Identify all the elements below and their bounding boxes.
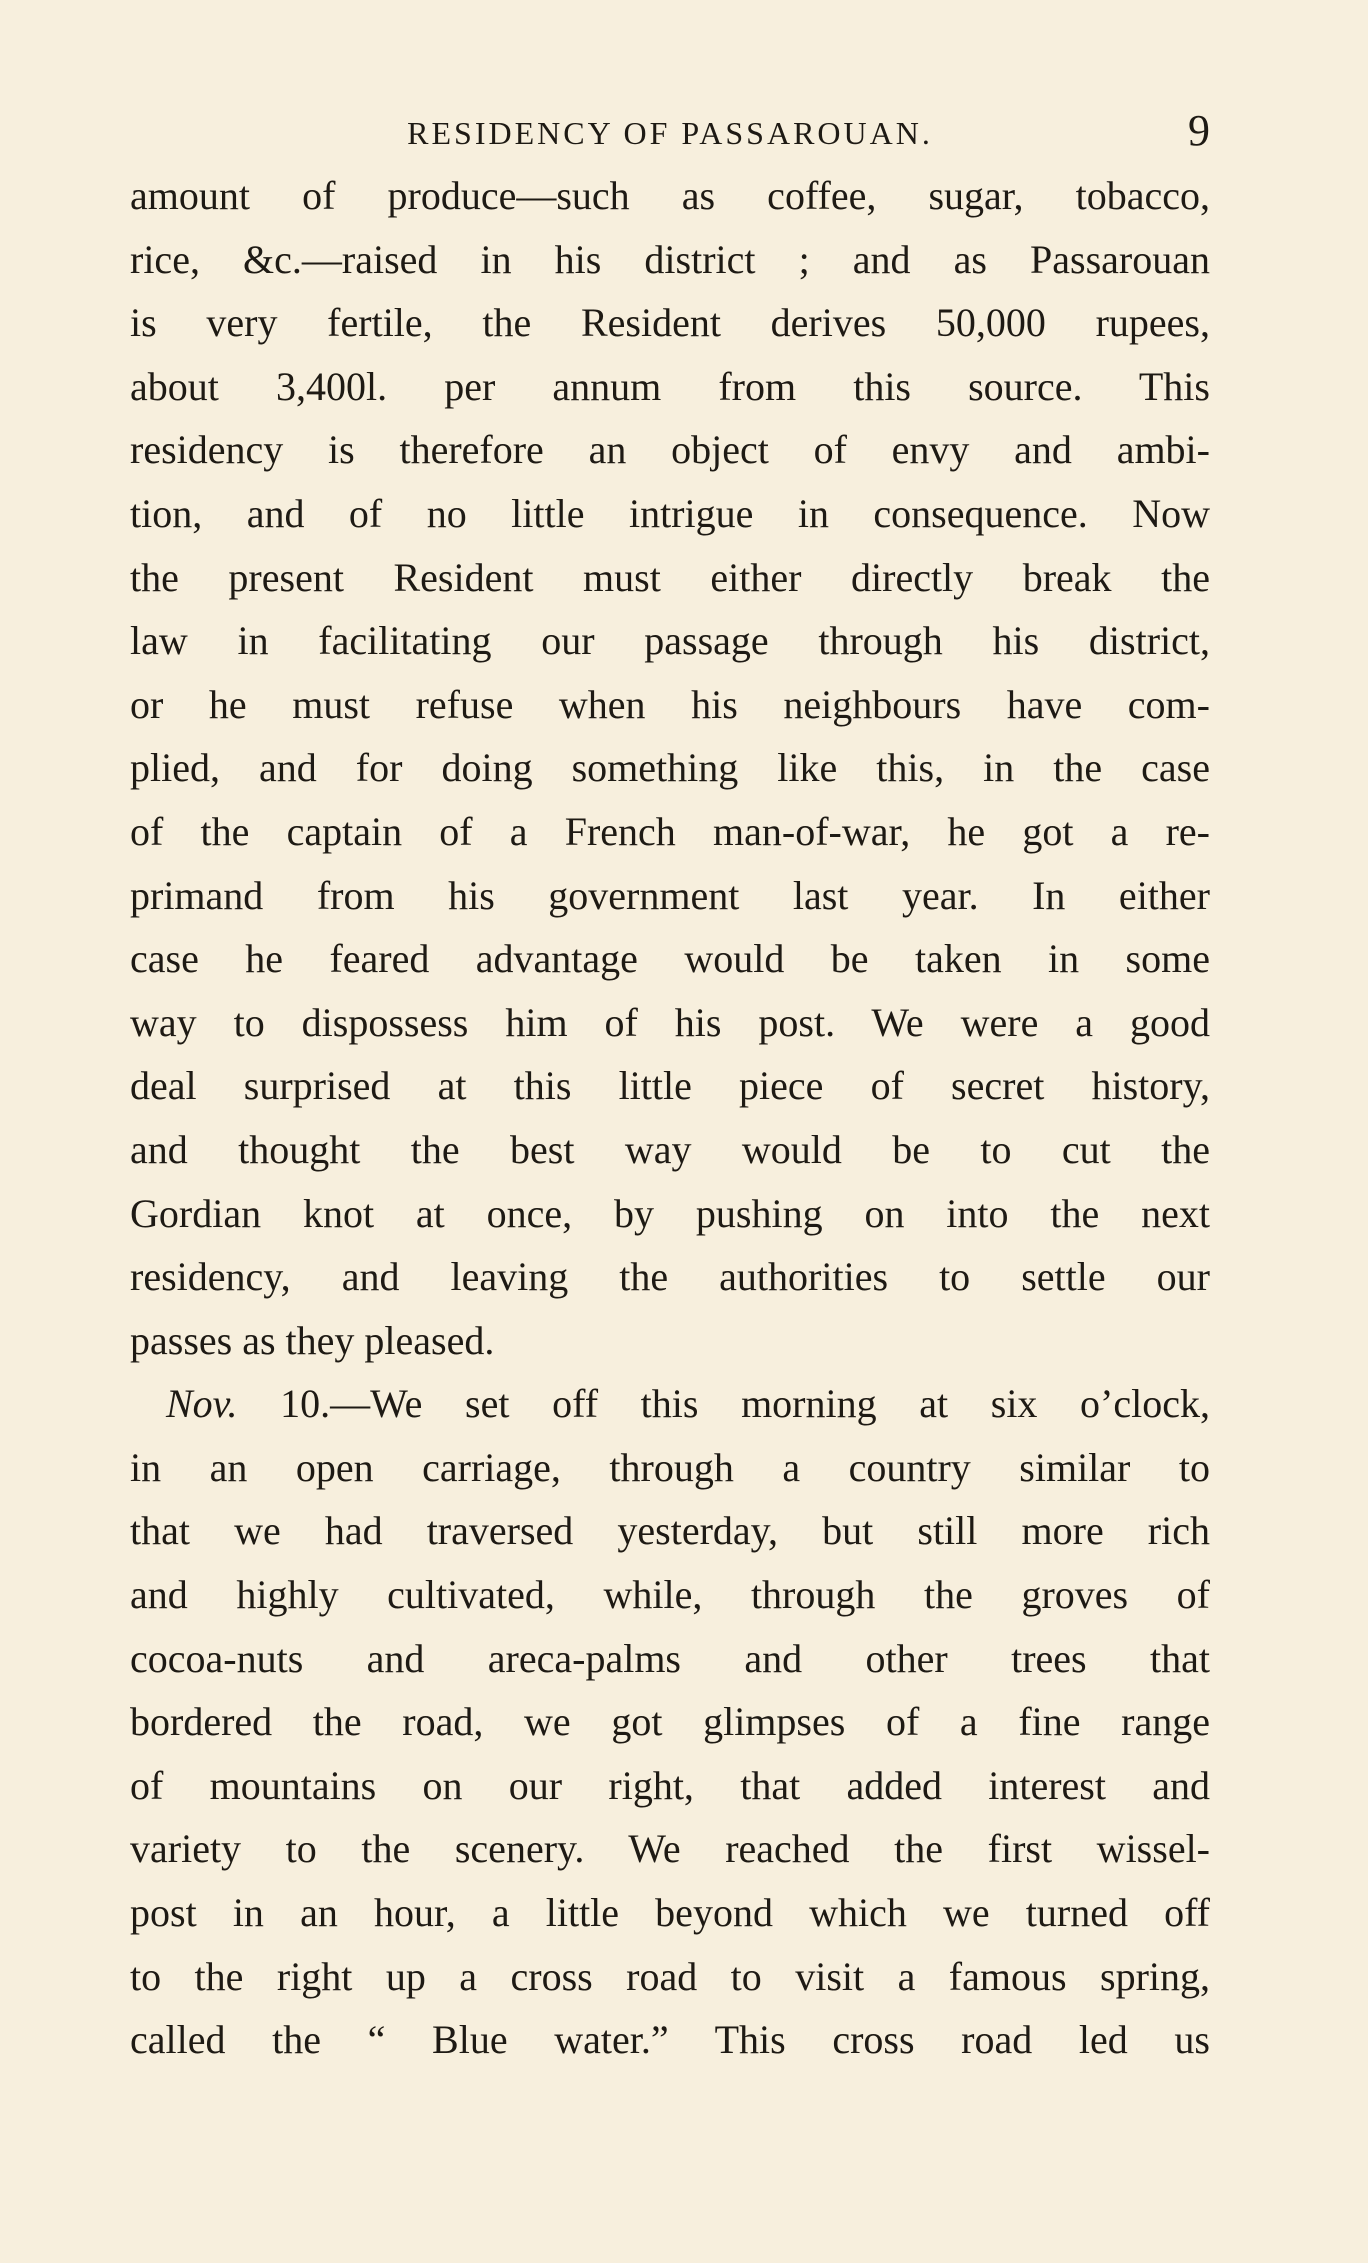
- dated-entry-line: [130, 1372, 1210, 1436]
- text-line: and thought the best way would be to cut the: [130, 1126, 1210, 1172]
- page-number: 9: [1188, 106, 1210, 155]
- body-text: [130, 164, 1210, 2072]
- text-line: law in facilitating our passage through his district,: [130, 618, 1210, 664]
- text-line: is very fertile, the Resident derives 50,000 rupees,: [130, 300, 1210, 346]
- text-line: bordered the road, we got glimpses of a fine range: [130, 1699, 1210, 1745]
- text-line: post in an hour, a little beyond which we turned off: [130, 1890, 1210, 1936]
- text-line: in an open carriage, through a country similar to: [130, 1444, 1210, 1490]
- text-line: variety to the scenery. We reached the first wissel-: [130, 1826, 1210, 1872]
- text-line: called the “ Blue water.” This cross road led us: [130, 2017, 1210, 2063]
- text-line: about 3,400l. per annum from this source. This: [130, 363, 1210, 409]
- text-line: tion, and of no little intrigue in consequence. Now: [130, 490, 1210, 536]
- running-title: RESIDENCY OF PASSAROUAN.: [407, 115, 933, 151]
- text-line: residency is therefore an object of envy and ambi-: [130, 427, 1210, 473]
- text-line: and highly cultivated, while, through the groves of: [130, 1572, 1210, 1618]
- text-line: the present Resident must either directly break the: [130, 554, 1210, 600]
- text-line: passes as they pleased.: [130, 1317, 495, 1363]
- text-line: way to dispossess him of his post. We were a good: [130, 999, 1210, 1045]
- text-line: that we had traversed yesterday, but still more rich: [130, 1508, 1210, 1554]
- text-line: cocoa-nuts and areca-palms and other trees that: [130, 1635, 1210, 1681]
- entry-text: 10.—We set off this morning at six o’clock,: [237, 1381, 1210, 1427]
- text-line: residency, and leaving the authorities to settle our: [130, 1254, 1210, 1300]
- text-line: plied, and for doing something like this, in the case: [130, 745, 1210, 791]
- text-line: Gordian knot at once, by pushing on into the next: [130, 1190, 1210, 1236]
- text-line: of the captain of a French man-of-war, he got a re-: [130, 808, 1210, 854]
- page-header: [130, 108, 1210, 158]
- text-line: primand from his government last year. In either: [130, 872, 1210, 918]
- text-line: deal surprised at this little piece of secret history,: [130, 1063, 1210, 1109]
- text-line: or he must refuse when his neighbours have com-: [130, 681, 1210, 727]
- text-line: rice, &c.—raised in his district ; and as Passarouan: [130, 236, 1210, 282]
- text-line: of mountains on our right, that added interest and: [130, 1762, 1210, 1808]
- text-line: case he feared advantage would be taken in some: [130, 936, 1210, 982]
- text-line: amount of produce—such as coffee, sugar, tobacco,: [130, 173, 1210, 218]
- entry-date: Nov.: [166, 1381, 238, 1427]
- text-line: to the right up a cross road to visit a famous spring,: [130, 1953, 1210, 1999]
